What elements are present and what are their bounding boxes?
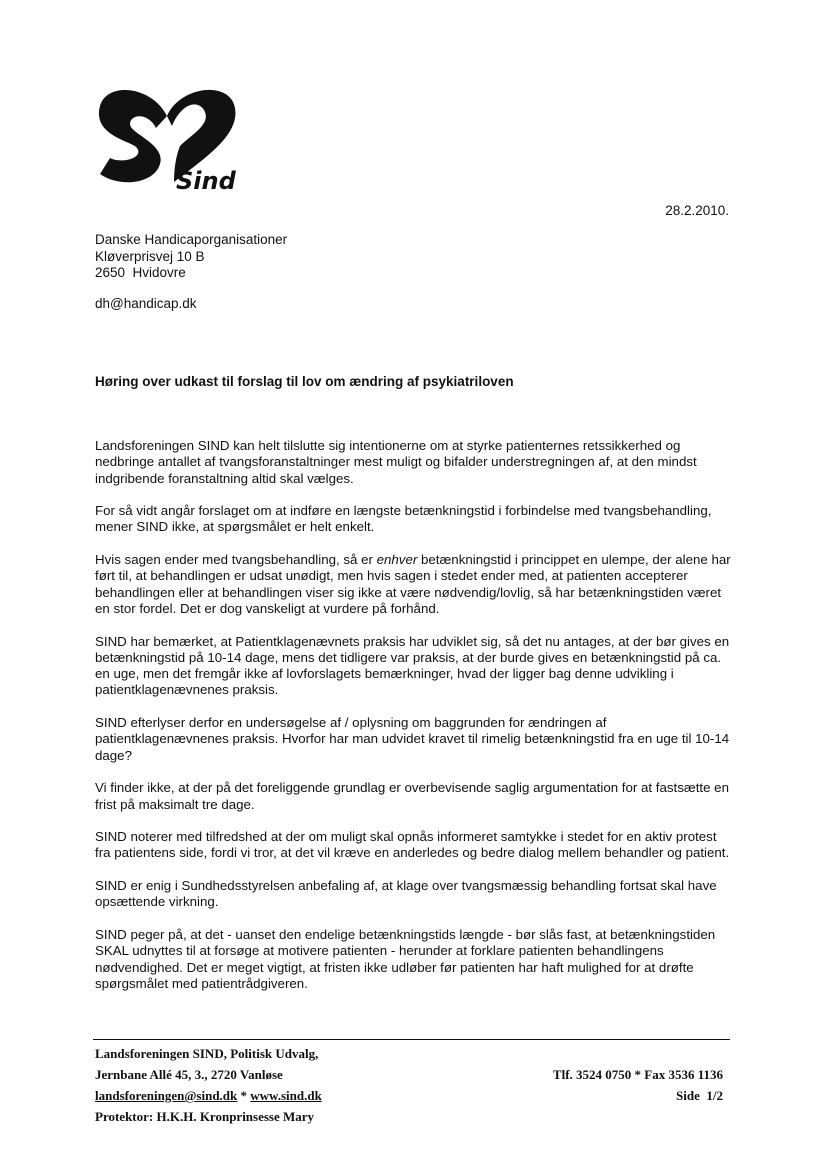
recipient-address [95,232,287,282]
body-paragraph [95,552,735,617]
recipient-city: 2650 Hvidovre [95,265,186,280]
footer-separator: * [237,1088,251,1103]
footer-contact-info [553,1064,723,1106]
body-paragraph: SIND er enig i Sundhedsstyrelsen anbefaling af, at klage over tvangsmæssig behandling fortsat skal have opsættende virkning. [95,878,717,910]
recipient-email: dh@handicap.dk [95,296,197,311]
body-paragraph: SIND efterlyser derfor en undersøgelse af / oplysning om baggrunden for ændringen af patientklagenævnenes praksis. Hvorfor har man udvidet kravet til rimelig betænkningstid fra en uge til 10-14 dage? [95,715,730,763]
sind-logo [92,76,242,198]
body-text: Hvis sagen ender med tvangsbehandling, så er [95,552,377,568]
body-paragraph: Vi finder ikke, at der på det foreliggende grundlag er overbevisende saglig argumentation for at fastsætte en frist på maksimalt tre dage. [95,780,729,812]
letter-subject: Høring over udkast til forslag til lov om ændring af psykiatriloven [95,374,514,389]
footer-contact-links [95,1085,322,1106]
body-paragraph: SIND har bemærket, at Patientklagenævnets praksis har udviklet sig, så det nu antages, at der bør gives en betænkningstid på 10-14 dage, mens det tidligere var praksis, at der burde gives en betænkningstid på ca. en uge, men det fremgår ikke af lovforslagets bemærkninger, hvad der ligger bag denne udvikling i patientklagenævnenes praksis. [95,633,730,698]
footer-sender-info [95,1043,322,1127]
body-text: betænkningstid i princippet en ulempe, der alene har ført til, at behandlingen er udsat unødigt, men hvis sagen i stedet ender med, at patienten accepterer behandlingen eller at behandlingen viser sig ikke at være nødvendig/lovlig, så har betænkningstiden været en stor fordel. Det er dog vanskeligt at vurdere på forhånd. [95,552,731,616]
letter-date: 28.2.2010. [665,203,729,218]
emphasis-text: enhver [376,552,418,568]
body-paragraph: Landsforeningen SIND kan helt tilslutte sig intentionerne om at styrke patienternes retssikkerhed og nedbringe antallet af tvangsforanstaltninger mest muligt og bifalder understregningen af, at den mindst indgribende foranstaltning altid skal vælges. [95,438,697,486]
letter-body [95,438,735,1008]
body-paragraph: SIND peger på, at det - uanset den endelige betænkningstids længde - bør slås fast, at betænkningstiden SKAL udnyttes til at forsøge at motivere patienten - herunder at forklare patienten behandlingens nødvendighed. Det er meget vigtigt, at fristen ikke udløber før patienten har haft mulighed for at drøfte spørgsmålet med patientrådgiveren. [95,926,716,991]
body-paragraph: SIND noterer med tilfredshed at der om muligt skal opnås informeret samtykke i stedet for en aktiv protest fra patientens side, fordi vi tror, at det vil kræve en anderledes og bedre dialog mellem behandler og patient. [95,829,730,861]
footer-web-link[interactable]: www.sind.dk [250,1088,322,1103]
footer-page-number: Side 1/2 [676,1088,723,1103]
footer-divider [93,1039,730,1040]
recipient-org: Danske Handicaporganisationer [95,232,288,247]
recipient-street: Kløverprisvej 10 B [95,248,205,264]
footer-address: Jernbane Allé 45, 3., 2720 Vanløse [95,1067,283,1082]
footer-patron: Protektor: H.K.H. Kronprinsesse Mary [95,1109,315,1124]
footer-phone-fax: Tlf. 3524 0750 * Fax 3536 1136 [552,1067,723,1082]
logo-wordmark: Sind [176,167,236,195]
body-paragraph: For så vidt angår forslaget om at indføre en længste betænkningstid i forbindelse med tvangsbehandling, mener SIND ikke, at spørgsmålet er helt enkelt. [95,503,712,535]
footer-org: Landsforeningen SIND, Politisk Udvalg, [95,1046,319,1061]
footer-email-link[interactable]: landsforeningen@sind.dk [95,1088,238,1103]
